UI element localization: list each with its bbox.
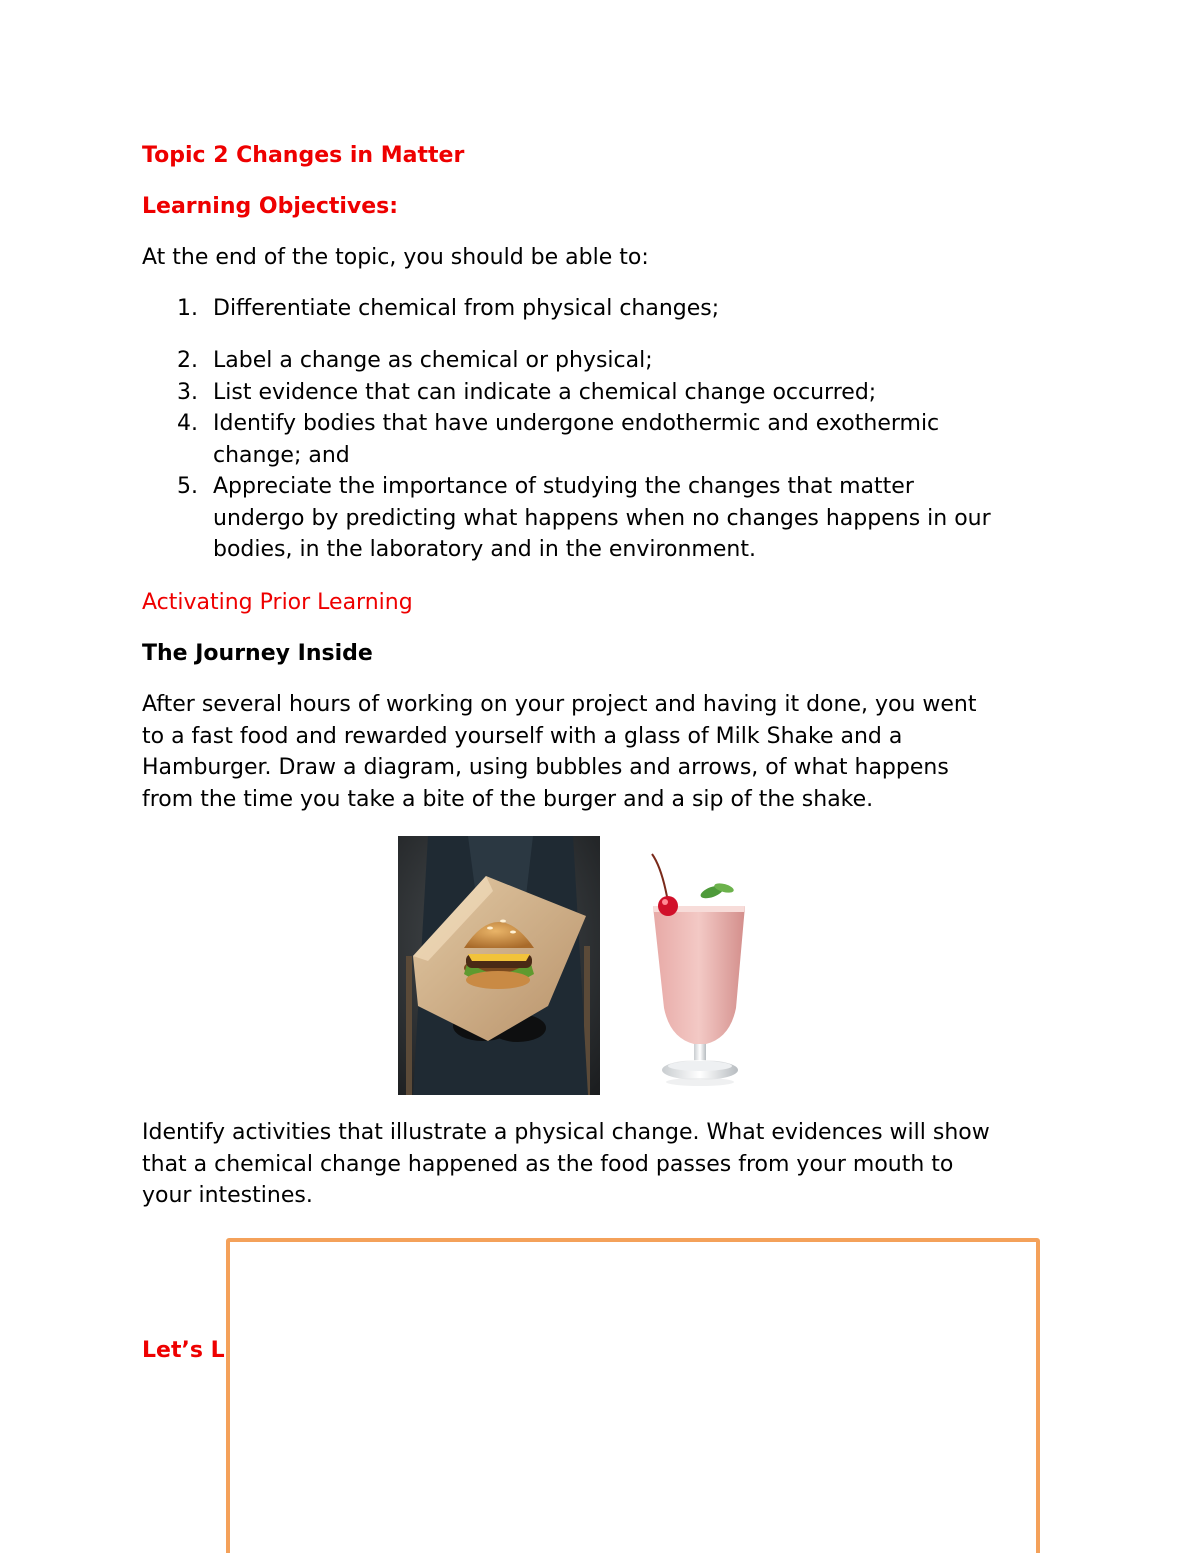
paragraph-line: Hamburger. Draw a diagram, using bubbles and arrows, of what happens — [142, 755, 949, 780]
paragraph-line: Identify activities that illustrate a physical change. What evidences will show — [142, 1120, 990, 1145]
objective-text-line: bodies, in the laboratory and in the environment. — [213, 537, 756, 562]
milkshake-photo — [640, 848, 760, 1088]
objective-number: 2. — [177, 348, 198, 373]
objective-item — [142, 471, 991, 566]
objective-text-line: undergo by predicting what happens when no changes happens in our — [213, 505, 991, 531]
paragraph-line: to a fast food and rewarded yourself with a glass of Milk Shake and a — [142, 723, 903, 749]
objectives-list-first — [142, 293, 719, 325]
objective-number: 1. — [177, 296, 198, 321]
paragraph-line: After several hours of working on your project and having it done, you went — [142, 692, 977, 717]
objective-text-line: Appreciate the importance of studying the changes that matter — [213, 474, 914, 499]
paragraph-line: your intestines. — [142, 1183, 313, 1208]
objective-number: 3. — [177, 379, 198, 405]
objective-text: Differentiate chemical from physical changes; — [213, 296, 720, 321]
paragraph-line: from the time you take a bite of the burger and a sip of the shake. — [142, 786, 874, 812]
identify-paragraph — [142, 1117, 990, 1212]
objective-text-line: Identify bodies that have undergone endothermic and exothermic — [213, 411, 940, 436]
topic-title: Topic 2 Changes in Matter — [142, 143, 465, 168]
objective-text: Label a change as chemical or physical; — [213, 348, 653, 373]
objectives-intro: At the end of the topic, you should be able to: — [142, 245, 649, 270]
objective-text: List evidence that can indicate a chemical change occurred; — [213, 379, 877, 405]
objective-text-line: change; and — [213, 442, 350, 468]
objectives-list-rest — [142, 345, 991, 566]
activating-heading: Activating Prior Learning — [142, 590, 413, 615]
burger-photo — [398, 836, 600, 1095]
objective-item — [142, 293, 719, 325]
hamburger-in-paper-photo-icon — [398, 836, 600, 1095]
objective-item — [142, 345, 991, 377]
objective-item — [142, 408, 991, 471]
journey-paragraph — [142, 689, 977, 815]
answer-text-box[interactable] — [226, 1238, 1040, 1553]
lets-heading: Let’s L — [142, 1338, 225, 1363]
objectives-heading: Learning Objectives: — [142, 194, 399, 219]
objective-number: 4. — [177, 411, 198, 436]
journey-heading: The Journey Inside — [142, 641, 373, 666]
strawberry-milkshake-with-cherry-photo-icon — [640, 848, 760, 1088]
objective-item — [142, 377, 991, 409]
objective-number: 5. — [177, 474, 198, 499]
paragraph-line: that a chemical change happened as the food passes from your mouth to — [142, 1151, 954, 1177]
